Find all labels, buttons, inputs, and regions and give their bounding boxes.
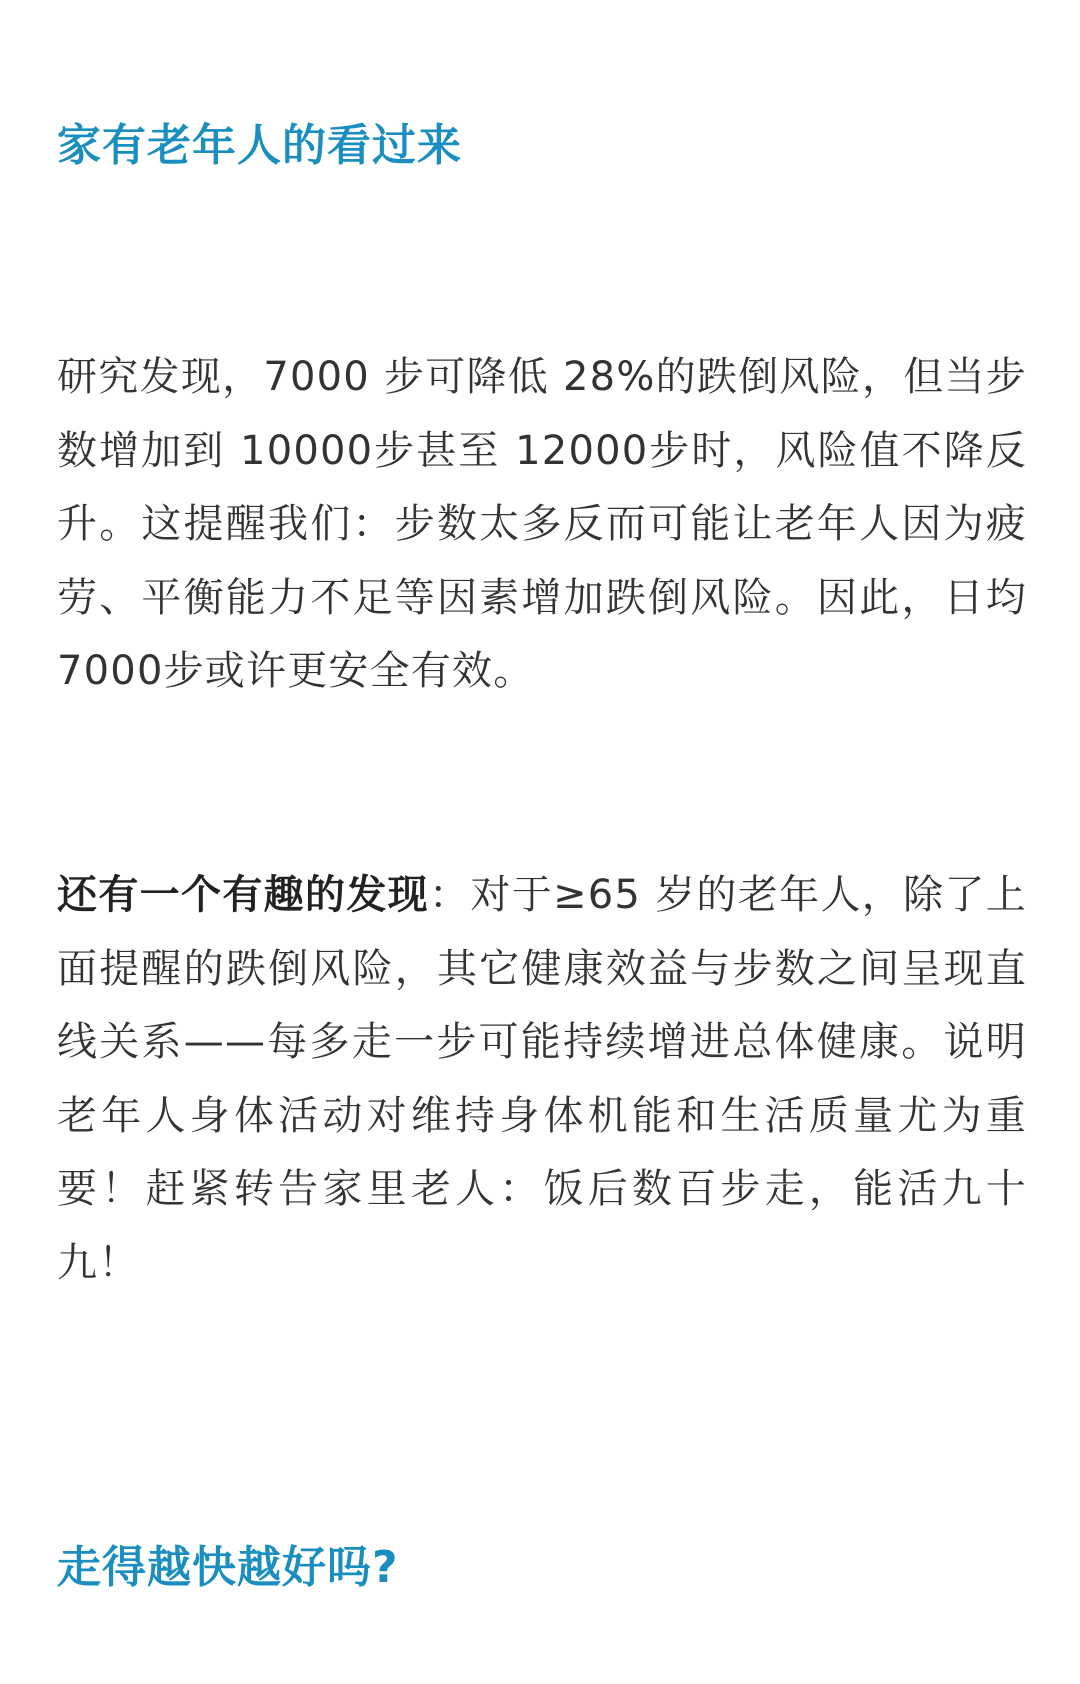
section-heading-walking-speed: 走得越快越好吗? <box>57 1542 399 1593</box>
paragraph-interesting-finding <box>57 859 1027 1300</box>
section-heading-elderly: 家有老年人的看过来 <box>57 120 462 171</box>
bold-lead-text: 还有一个有趣的发现 <box>57 872 430 918</box>
paragraph-finding-text: ：对于≥65 岁的老年人，除了上面提醒的跌倒风险，其它健康效益与步数之间呈现直线关系——每多走一步可能持续增进总体健康。说明老年人身体活动对维持身体机能和生活质量尤为重要！赶紧转告家里老人：饭后数百步走，能活九十九！ <box>57 872 1027 1286</box>
paragraph-fall-risk: 研究发现，7000 步可降低 28%的跌倒风险，但当步数增加到 10000步甚至 12000步时，风险值不降反升。这提醒我们：步数太多反而可能让老年人因为疲劳、平衡能力不足等因素增加跌倒风险。因此，日均 7000步或许更安全有效。 <box>57 354 1027 694</box>
